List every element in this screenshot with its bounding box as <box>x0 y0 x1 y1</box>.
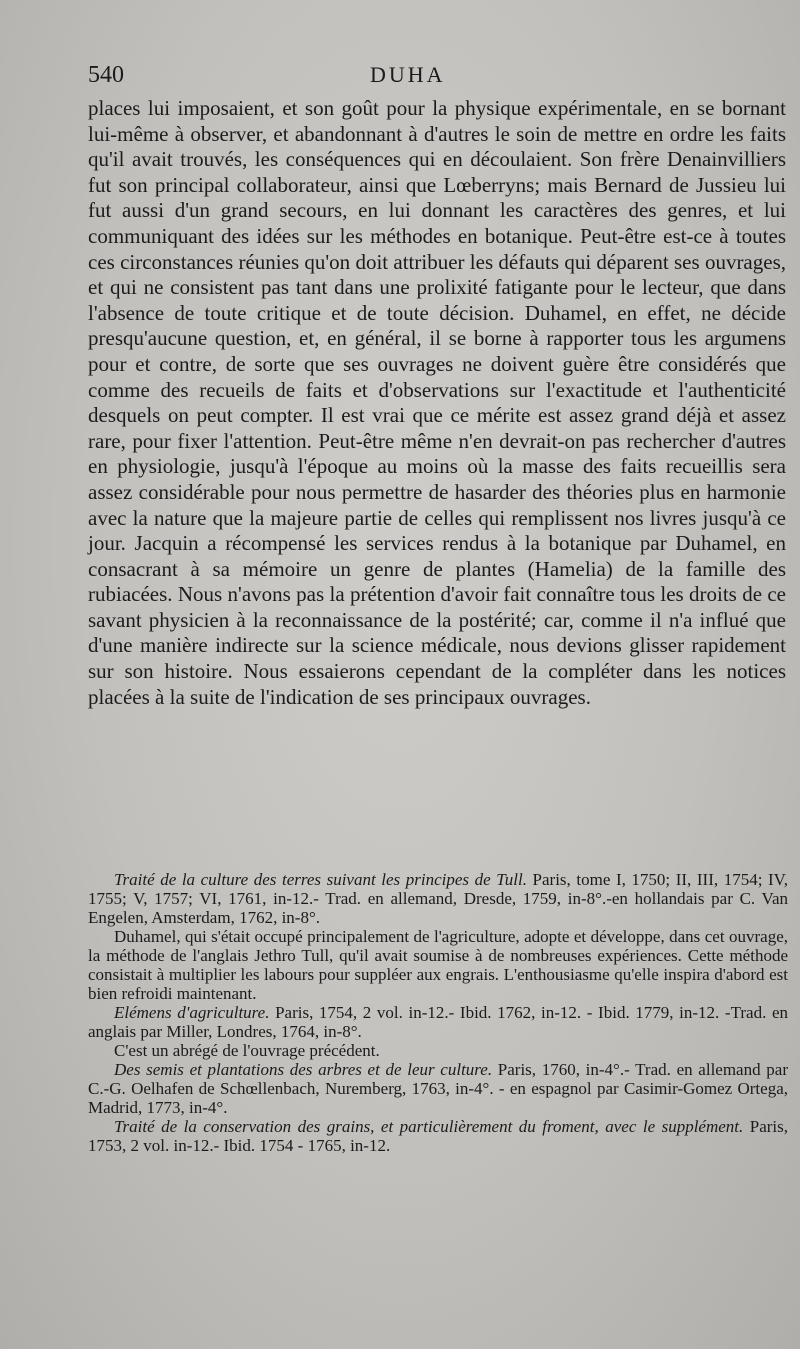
note-text: C'est un abrégé de l'ouvrage précédent. <box>114 1041 380 1060</box>
note-item <box>88 1003 788 1041</box>
note-title: Traité de la conservation des grains, et particulièrement du froment, avec le supplément. <box>114 1117 744 1136</box>
note-title: Des semis et plantations des arbres et de leur culture. <box>114 1060 493 1079</box>
page-header <box>88 62 788 96</box>
note-title: Elémens d'agriculture. <box>114 1003 270 1022</box>
note-item <box>88 870 788 927</box>
note-item <box>88 1060 788 1117</box>
main-text <box>88 96 786 710</box>
note-item <box>88 1041 788 1060</box>
page-number: 540 <box>88 62 124 88</box>
note-text: Paris, 1753, 2 vol. in-12.- Ibid. 1754 - 1765, in-12. <box>88 1117 789 1155</box>
note-item <box>88 1117 788 1155</box>
note-text: Duhamel, qui s'était occupé principalement de l'agriculture, adopte et développe, dans cet ouvrage, la méthode de l'anglais Jethro Tull, qu'il avait soumise à de nombreuses expériences. Cette méthode consistait à multiplier les labours pour suppléer aux engrais. L'enthousiasme qu'elle inspira d'abord est bien refroidi maintenant. <box>88 927 788 1003</box>
note-text: Paris, tome I, 1750; II, III, 1754; IV, 1755; V, 1757; VI, 1761, in-12.- Trad. en allemand, Dresde, 1759, in-8°.-en hollandais par C. Van Engelen, Amsterdam, 1762, in-8°. <box>88 870 789 927</box>
bibliography-notes <box>88 870 788 1155</box>
note-text: Paris, 1760, in-4°.- Trad. en allemand par C.-G. Oelhafen de Schœllenbach, Nuremberg, 1763, in-4°. - en espagnol par Casimir-Gomez Ortega, Madrid, 1773, in-4°. <box>88 1060 789 1117</box>
note-title: Traité de la culture des terres suivant les principes de Tull. <box>114 870 527 889</box>
note-item <box>88 927 788 1003</box>
running-head: DUHA <box>370 62 446 87</box>
note-text: Paris, 1754, 2 vol. in-12.- Ibid. 1762, in-12. - Ibid. 1779, in-12. -Trad. en anglais par Miller, Londres, 1764, in-8°. <box>88 1003 788 1041</box>
body-paragraph: places lui imposaient, et son goût pour la physique expérimentale, en se bornant lui-même à observer, et abandonnant à d'autres le soin de mettre en ordre les faits qu'il avait trouvés, les conséquences qui en découlaient. Son frère Denainvilliers fut son principal collaborateur, ainsi que Lœberryns; mais Bernard de Jussieu lui fut aussi d'un grand secours, en lui donnant les caractères des genres, et lui communiquant des idées sur les méthodes en botanique. Peut-être est-ce à toutes ces circonstances réunies qu'on doit attribuer les défauts qui déparent ses ouvrages, et qui ne consistent pas tant dans une prolixité fatigante pour le lecteur, que dans l'absence de toute critique et de toute décision. Duhamel, en effet, ne décide presqu'aucune question, et, en général, il se borne à rapporter tous les argumens pour et contre, de sorte que ses ouvrages ne doivent guère être considérés que comme des recueils de faits et d'observations sur l'exactitude et l'authenticité desquels on peut compter. Il est vrai que ce mérite est assez grand déjà et assez rare, pour fixer l'attention. Peut-être même n'en devrait-on pas rechercher d'autres en physiologie, jusqu'à l'époque au moins où la masse des faits recueillis sera assez considérable pour nous permettre de hasarder des théories plus en harmonie avec la nature que la majeure partie de celles qui remplissent nos livres jusqu'à ce jour. Jacquin a récompensé les services rendus à la botanique par Duhamel, en consacrant à sa mémoire un genre de plantes (Hamelia) de la famille des rubiacées. Nous n'avons pas la prétention d'avoir fait connaître tous les droits de ce savant physicien à la reconnaissance de la postérité; car, comme il n'a influé que d'une manière indirecte sur la science médicale, nous devions glisser rapidement sur son histoire. Nous essaierons cependant de la compléter dans les notices placées à la suite de l'indication de ses principaux ouvrages. <box>88 96 786 709</box>
